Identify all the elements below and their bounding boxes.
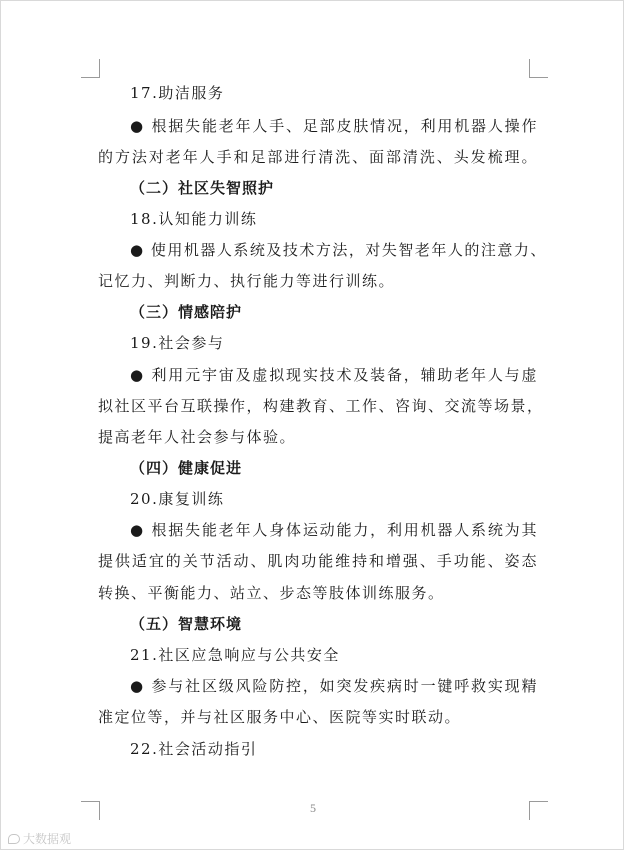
- crop-mark-top-right: [529, 59, 548, 78]
- item-19-body-line-2: 拟社区平台互联操作，构建教育、工作、咨询、交流等场景，: [98, 397, 544, 415]
- crop-mark-top-left: [81, 59, 100, 78]
- item-21-body-line-2: 准定位等，并与社区服务中心、医院等实时联动。: [98, 708, 462, 726]
- item-18-body-line-2: 记忆力、判断力、执行能力等进行训练。: [98, 272, 396, 290]
- item-21-heading: 21.社区应急响应与公共安全: [130, 646, 340, 664]
- item-19-body-line-1: ● 利用元宇宙及虚拟现实技术及装备，辅助老年人与虚: [130, 366, 538, 384]
- page-number: 5: [310, 801, 316, 815]
- watermark-text: 大数据观: [23, 832, 72, 846]
- item-18-heading: 18.认知能力训练: [130, 210, 258, 228]
- item-20-heading: 20.康复训练: [130, 490, 225, 508]
- chat-bubble-icon: [8, 834, 20, 844]
- item-21-body-line-1: ● 参与社区级风险防控，如突发疾病时一键呼救实现精: [130, 677, 538, 695]
- item-17-heading: 17.助洁服务: [130, 84, 225, 102]
- section-2-heading: （二）社区失智照护: [130, 179, 275, 197]
- item-20-body-line-3: 转换、平衡能力、站立、步态等肢体训练服务。: [98, 584, 445, 602]
- item-22-heading: 22.社会活动指引: [130, 740, 258, 758]
- section-4-heading: （四）健康促进: [130, 459, 243, 477]
- item-18-body-line-1: ● 使用机器人系统及技术方法，对失智老年人的注意力、: [130, 241, 547, 259]
- item-19-body-line-3: 提高老年人社会参与体验。: [98, 428, 297, 446]
- section-5-heading: （五）智慧环境: [130, 615, 243, 633]
- item-17-body-line-1: ● 根据失能老年人手、足部皮肤情况，利用机器人操作: [130, 117, 538, 135]
- watermark: [8, 830, 71, 847]
- section-3-heading: （三）情感陪护: [130, 303, 243, 321]
- item-19-heading: 19.社会参与: [130, 334, 225, 352]
- item-20-body-line-2: 提供适宜的关节活动、肌肉功能维持和增强、手功能、姿态: [98, 552, 538, 570]
- item-17-body-line-2: 的方法对老年人手和足部进行清洗、面部清洗、头发梳理。: [98, 148, 538, 166]
- item-20-body-line-1: ● 根据失能老年人身体运动能力，利用机器人系统为其: [130, 521, 538, 539]
